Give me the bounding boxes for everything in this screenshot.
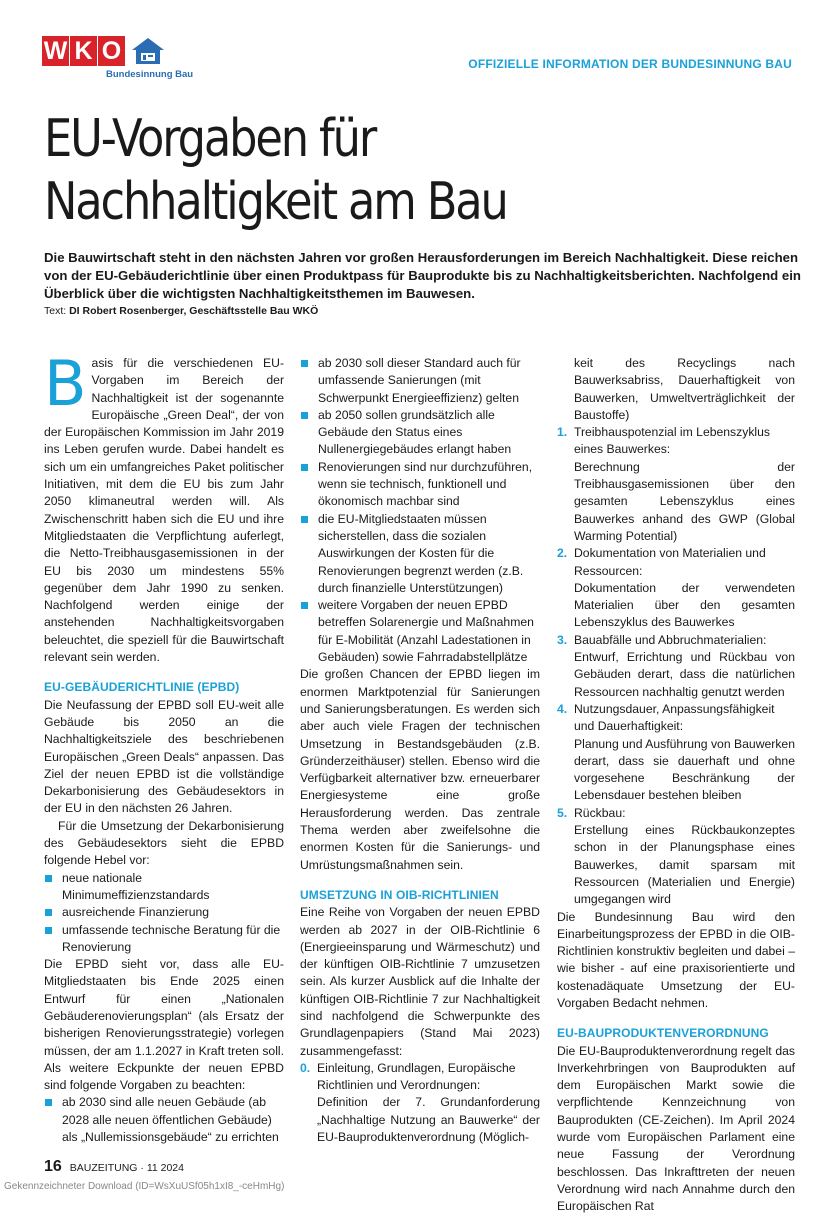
paragraph: Die EPBD sieht vor, dass alle EU-Mitgliedstaaten bis Ende 2025 einen Entwurf für einen „Nationalen Gebäuderenovierungsplan“ (als Ersatz der bisherigen Renovierungsstrategie) vorlegen müssen, der am 1.1.2027 in Kraft treten soll. Als weitere Eckpunkte der neuen EPBD sind folgende Vorgaben zu beachten: xyxy=(44,957,284,1093)
intro-text: asis für die verschiedenen EU-Vorgaben im Bereich der Nachhaltigkeit ist der sogenannte Europäische „Green Deal“, der von der Europäischen Kommission im Jahr 2019 ins Leben gerufen wurde. Dabei handelt es sich um ein umfangreiches Paket politischer Initiativen, mit dem die EU bis zum Jahr 2050 klimaneutral werden will. Als Zwischenschritt haben sich die EU und ihre Mitgliedstaaten die Verpflichtung auferlegt, die Netto-Treibhausgasemissionen in der EU bis 2030 um mindestens 55% gegenüber dem Jahr 1990 zu senken. Nachfolgend werden einige der anstehenden Nachhaltigkeitsvorgaben beleuchtet, die speziell für die Bauwirtschaft relevant sein werden. xyxy=(44,356,284,665)
byline-prefix: Text: xyxy=(44,305,70,317)
byline xyxy=(44,305,318,317)
list-item-text: Planung und Ausführung von Bauwerken derart, dass sie dauerhaft und ohne vorgesehene Beschränkung der Lebensdauer bestehen bleiben xyxy=(574,736,795,803)
logo-letter-o: O xyxy=(98,36,125,66)
page-number: 16 xyxy=(44,1158,62,1175)
list-item-text: Erstellung eines Rückbaukonzeptes schon in der Planungsphase eines Bauwerkes, damit sparsam mit Ressourcen (Materialien und Energie) umgegangen wird xyxy=(574,823,795,907)
list-item-title: Dokumentation von Materialien und Ressourcen: xyxy=(574,546,766,578)
numbered-list xyxy=(557,424,795,908)
list-item: neue nationale Minimumeffizienzstandards xyxy=(44,870,284,905)
paragraph: Die EU-Bauproduktenverordnung regelt das Inverkehrbringen von Bauprodukten auf dem Europäischen Markt sowie die verpflichtende Kennzeichnung von Bauprodukten (CE-Zeichen). Im April 2024 wurde vom Europäischen Parlament eine neue Fassung der Verordnung beschlossen. Das Inkrafttreten der neuen Verordnung wird nach Annahme durch den Europäischen Rat xyxy=(557,1043,795,1214)
paragraph: Die Neufassung der EPBD soll EU-weit alle Gebäude bis 2050 an die Nachhaltigkeitsziele des beschriebenen Europäischen „Green Deals“ anpassen. Das Ziel der neuen EPBD ist die vollständige Dekarbonisierung des Gebäudesektors in der EU in den nächsten 26 Jahren. xyxy=(44,697,284,816)
list-item-title: Nutzungsdauer, Anpassungsfähigkeit und Dauerhaftigkeit: xyxy=(574,701,775,734)
section-heading-epbd: EU-GEBÄUDERICHTLINIE (EPBD) xyxy=(44,680,240,695)
list-number: 5. xyxy=(557,805,568,820)
column-1 xyxy=(44,347,284,1146)
section-heading-oib: UMSETZUNG IN OIB-RICHTLINIEN xyxy=(300,887,499,902)
logo-letter-k: K xyxy=(70,36,97,66)
list-item xyxy=(557,424,795,545)
paragraph: Für die Umsetzung der Dekarbonisierung des Gebäudesektors sieht die EPBD folgende Hebel vor: xyxy=(44,818,284,868)
list-item xyxy=(557,632,795,701)
paragraph: Die Bundesinnung Bau wird den Einarbeitungsprozess der EPBD in die OIB-Richtlinien konstruktiv begleiten und dabei – wie bisher - auf eine praxisorientierte und kostenadäquate Umsetzung der EU-Vorgaben Bedacht nehmen. xyxy=(557,909,795,1010)
list-number: 4. xyxy=(557,701,568,716)
intro-paragraph xyxy=(44,347,284,666)
logo-letter-w: W xyxy=(43,37,68,65)
bullet-list xyxy=(44,870,284,956)
list-item: Renovierungen sind nur durchzuführen, wenn sie technisch, funktionell und ökonomisch machbar sind xyxy=(300,459,540,511)
magazine-name: BAUZEITUNG xyxy=(69,1162,138,1174)
list-item: ab 2030 soll dieser Standard auch für umfassende Sanierungen (mit Schwerpunkt Energieeffizienz) gelten xyxy=(300,355,540,407)
list-item-text: Entwurf, Errichtung und Rückbau von Gebäuden derart, dass die natürlichen Ressourcen nachhaltig genutzt werden xyxy=(574,650,795,699)
list-item xyxy=(557,545,795,631)
list-item-text: Definition der 7. Grundanforderung „Nachhaltige Nutzung an Bauwerke“ der EU-Bauproduktenverordnung (Möglich- xyxy=(317,1095,540,1145)
list-item-title: Treibhauspotenzial im Lebenszyklus eines Bauwerkes: xyxy=(574,425,771,457)
list-number: 3. xyxy=(557,632,568,647)
paragraph: Eine Reihe von Vorgaben der neuen EPBD werden ab 2027 in der OIB-Richtlinie 6 (Energieeinsparung und Wärmeschutz) und der künftigen OIB-Richtlinie 7 umzusetzen sein. Als kurzer Ausblick auf die Inhalte der künftigen OIB-Richtlinie 7 zur Nachhaltigkeit sind nachfolgend die Schwerpunkte des Grundlagenpapiers (Stand Mai 2023) zusammengefasst: xyxy=(300,905,540,1058)
list-number: 2. xyxy=(557,546,568,561)
list-item xyxy=(300,1060,540,1146)
article-title xyxy=(44,108,646,234)
title-line-2: Nachhaltigkeit am Bau xyxy=(44,172,507,232)
article-lead: Die Bauwirtschaft steht in den nächsten Jahren vor großen Herausforderungen im Bereich Nachhaltigkeit. Diese reichen von der EU-Gebäuderichtlinie über einen Produktpass für Bauprodukte bis zu Nachhaltigkeitsberichten. Nachfolgend ein Überblick über die wichtigsten Nachhaltigkeitsthemen im Bauwesen. xyxy=(44,250,801,301)
list-number: 1. xyxy=(557,425,568,440)
list-item: weitere Vorgaben der neuen EPBD betreffen Solarenergie und Maßnahmen für E-Mobilität (Anzahl Ladestationen in Gebäuden) sowie Fahrradabstellplätze xyxy=(300,597,540,666)
list-item: ab 2030 sind alle neuen Gebäude (ab 2028 alle neuen öffentlichen Gebäude) als „Nullemissionsgebäude“ zu errichten xyxy=(44,1094,284,1146)
list-item-title: Rückbau: xyxy=(574,805,626,820)
list-item-continuation: keit des Recyclings nach Bauwerksabriss, Dauerhaftigkeit von Bauwerken, Umweltverträglichkeit der Baustoffe) xyxy=(574,356,795,422)
list-item: ab 2050 sollen grundsätzlich alle Gebäude den Status eines Nullenergiegebäudes erlangt haben xyxy=(300,407,540,459)
title-line-1: EU-Vorgaben für xyxy=(44,109,376,169)
column-2 xyxy=(300,355,540,1146)
page-footer xyxy=(44,1158,184,1176)
column-3 xyxy=(557,355,795,1216)
footer-separator: · xyxy=(137,1162,147,1174)
header-tagline: OFFIZIELLE INFORMATION DER BUNDESINNUNG BAU xyxy=(468,57,792,71)
house-logo-icon xyxy=(130,36,166,66)
list-item xyxy=(557,805,795,909)
download-watermark: Gekennzeichneter Download (ID=WsXuUSf05h1xI8_-ceHmHg) xyxy=(4,1181,285,1192)
list-number: 0. xyxy=(300,1060,311,1075)
byline-author: DI Robert Rosenberger, Geschäftsstelle Bau WKÖ xyxy=(69,305,319,317)
bullet-list xyxy=(44,1094,284,1146)
issue-date: 11 2024 xyxy=(146,1162,184,1174)
bullet-list xyxy=(300,355,540,666)
list-item-title: Einleitung, Grundlagen, Europäische Richtlinien und Verordnungen: xyxy=(317,1060,516,1093)
wko-logo xyxy=(42,36,193,80)
list-item: ausreichende Finanzierung xyxy=(44,904,284,921)
list-item: die EU-Mitgliedstaaten müssen sicherstellen, dass die sozialen Auswirkungen der Kosten für die Renovierungen begrenzt werden (z.B. durch finanzielle Unterstützungen) xyxy=(300,511,540,597)
list-item xyxy=(557,701,795,805)
list-item-title: Bauabfälle und Abbruchmaterialien: xyxy=(574,632,767,647)
paragraph: Die großen Chancen der EPBD liegen im enormen Marktpotenzial für Sanierungen und Sanierungsberatungen. Es werden sich aber auch viele Fragen der technischen Umsetzung in Bestandsgebäuden (z.B. Gründerzeithäuser) stellen. Ebenso wird die Verfügbarkeit alternativer bzw. erneuerbarer Energiesysteme eine große Herausforderung werden. Das zentrale Thema werden aber zweifelsohne die enormen Kosten für die Sanierungs- und Umrüstungsmaßnahmen sein. xyxy=(300,667,540,872)
list-item-text: Dokumentation der verwendeten Materialien über den gesamten Lebenszyklus des Bauwerkes xyxy=(574,580,795,630)
section-heading-bpv: EU-BAUPRODUKTENVERORDNUNG xyxy=(557,1026,769,1041)
logo-subtitle: Bundesinnung Bau xyxy=(106,69,194,80)
list-item-text: Berechnung der Treibhausgasemissionen über den gesamten Lebenszyklus eines Bauwerkes anhand des GWP (Global Warming Potential) xyxy=(574,459,795,543)
list-item: umfassende technische Beratung für die Renovierung xyxy=(44,922,284,957)
numbered-list xyxy=(300,1060,540,1146)
dropcap: B xyxy=(44,347,87,420)
